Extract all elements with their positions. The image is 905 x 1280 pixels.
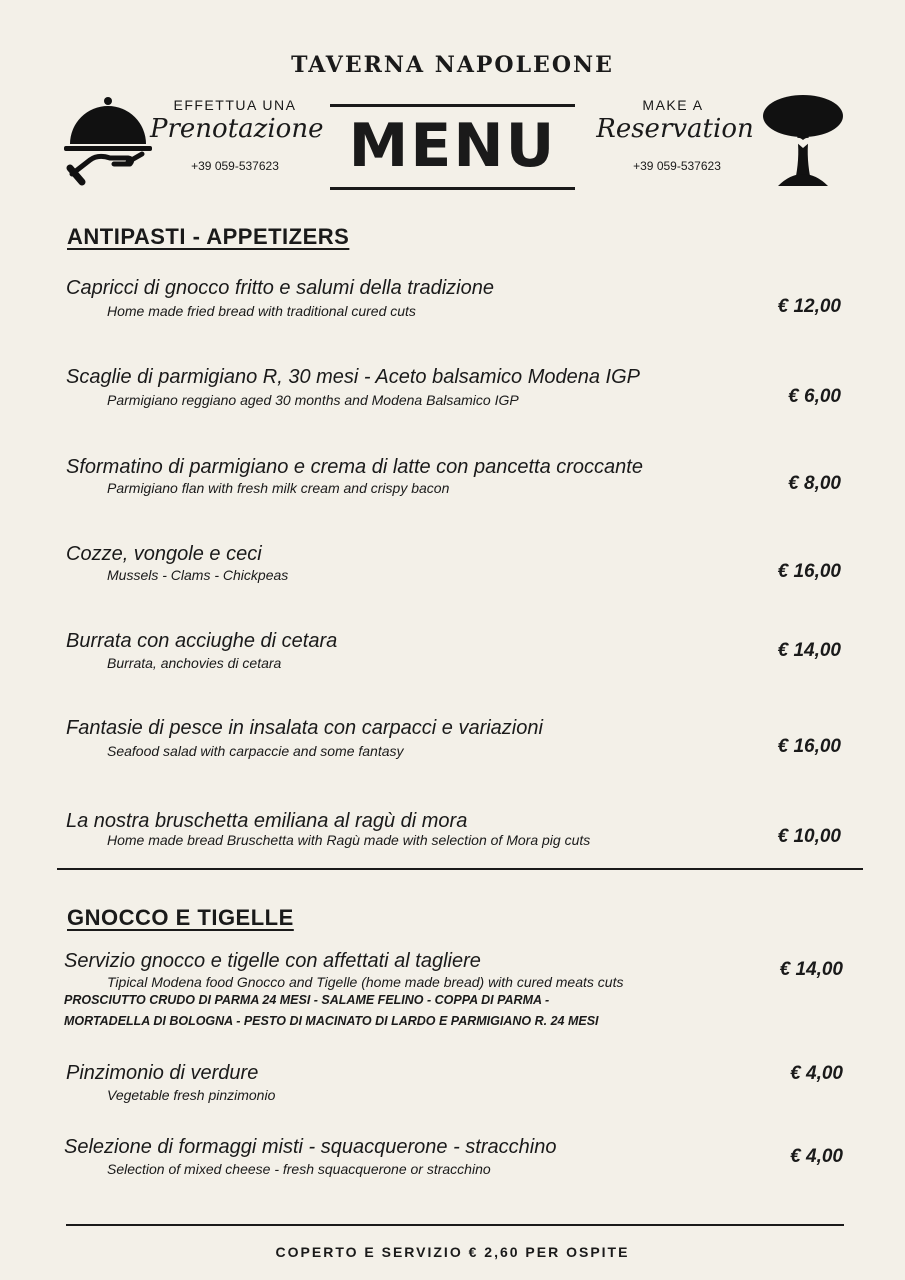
phone-number-right[interactable]: +39 059-537623 xyxy=(633,159,721,173)
item-name: Burrata con acciughe di cetara xyxy=(66,630,338,652)
item-description: Vegetable fresh pinzimonio xyxy=(107,1087,276,1103)
item-price: € 6,00 xyxy=(788,386,841,407)
cloche-serving-hand-icon xyxy=(62,96,154,188)
item-name: La nostra bruschetta emiliana al ragù di mora xyxy=(66,810,468,832)
reservation-script-en: Reservation xyxy=(596,114,754,144)
item-name: Cozze, vongole e ceci xyxy=(66,543,262,565)
item-note: MORTADELLA DI BOLOGNA - PESTO DI MACINATO DI LARDO E PARMIGIANO R. 24 MESI xyxy=(64,1014,599,1028)
item-description: Home made fried bread with traditional cured cuts xyxy=(107,303,416,319)
item-name: Fantasie di pesce in insalata con carpacci e variazioni xyxy=(66,717,543,739)
item-description: Seafood salad with carpaccie and some fantasy xyxy=(107,743,404,759)
menu-title: MENU xyxy=(330,104,575,190)
item-name: Capricci di gnocco fritto e salumi della tradizione xyxy=(66,277,494,299)
item-price: € 14,00 xyxy=(777,640,841,661)
section-divider xyxy=(57,868,863,870)
phone-number-left[interactable]: +39 059-537623 xyxy=(191,159,279,173)
item-price: € 12,00 xyxy=(777,296,841,317)
reservation-top-text-en: MAKE A xyxy=(642,97,704,113)
item-price: € 16,00 xyxy=(777,736,841,757)
item-name: Sformatino di parmigiano e crema di latte con pancetta croccante xyxy=(66,456,643,478)
item-description: Tipical Modena food Gnocco and Tigelle (home made bread) with cured meats cuts xyxy=(107,974,624,990)
item-note: PROSCIUTTO CRUDO DI PARMA 24 MESI - SALAME FELINO - COPPA DI PARMA - xyxy=(64,993,550,1007)
reservation-top-text-it: EFFETTUA UNA xyxy=(173,97,297,113)
item-price: € 8,00 xyxy=(788,473,841,494)
item-name: Pinzimonio di verdure xyxy=(66,1062,259,1084)
section-title-gnocco: GNOCCO E TIGELLE xyxy=(67,905,294,930)
reservation-script-it: Prenotazione xyxy=(150,114,324,144)
restaurant-name: TAVERNA NAPOLEONE xyxy=(291,52,614,78)
item-description: Burrata, anchovies di cetara xyxy=(107,655,282,671)
section-title-antipasti: ANTIPASTI - APPETIZERS xyxy=(67,224,350,249)
item-price: € 16,00 xyxy=(777,561,841,582)
item-price: € 4,00 xyxy=(790,1063,843,1084)
item-description: Parmigiano flan with fresh milk cream and crispy bacon xyxy=(107,480,450,496)
item-price: € 10,00 xyxy=(777,826,841,847)
item-description: Parmigiano reggiano aged 30 months and Modena Balsamico IGP xyxy=(107,392,519,408)
cover-charge-note: COPERTO E SERVIZIO € 2,60 PER OSPITE xyxy=(275,1244,630,1260)
item-name: Selezione di formaggi misti - squacquerone - stracchino xyxy=(64,1136,557,1158)
item-price: € 4,00 xyxy=(790,1146,843,1167)
item-description: Mussels - Clams - Chickpeas xyxy=(107,567,289,583)
item-price: € 14,00 xyxy=(779,959,843,980)
item-description: Home made bread Bruschetta with Ragù made with selection of Mora pig cuts xyxy=(107,832,591,848)
footer-divider xyxy=(66,1224,844,1226)
item-description: Selection of mixed cheese - fresh squacquerone or stracchino xyxy=(107,1161,491,1177)
item-name: Servizio gnocco e tigelle con affettati al tagliere xyxy=(64,950,481,972)
tree-heart-icon xyxy=(760,94,846,188)
item-name: Scaglie di parmigiano R, 30 mesi - Aceto balsamico Modena IGP xyxy=(66,366,640,388)
